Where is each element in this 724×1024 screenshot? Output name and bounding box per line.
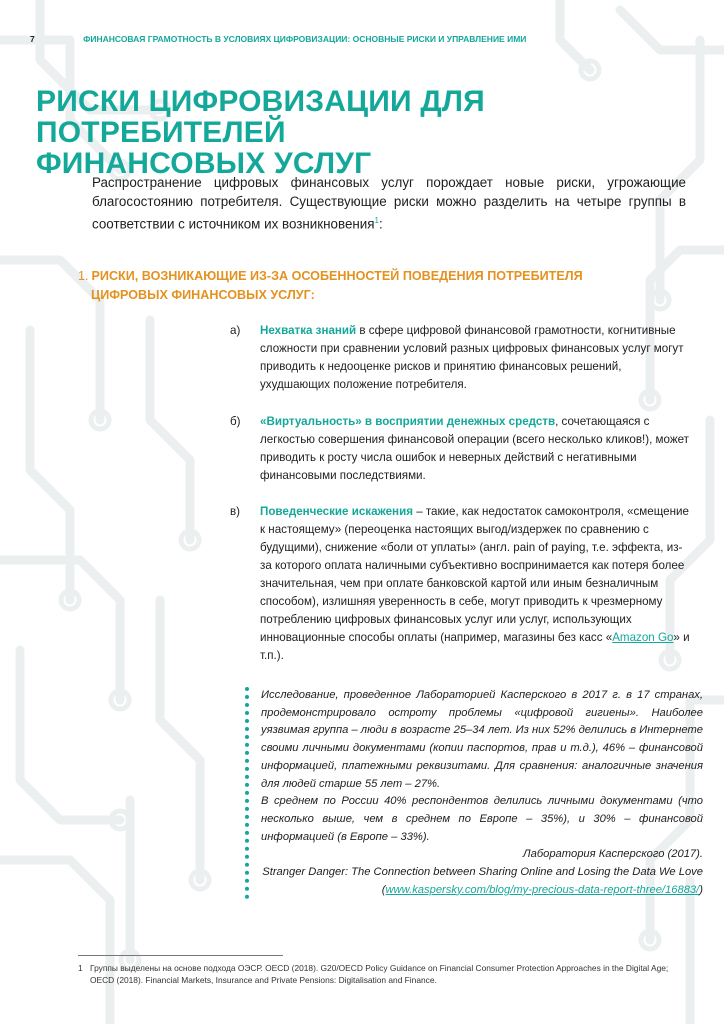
- page-title: [36, 86, 724, 179]
- page-number: 7: [30, 34, 35, 44]
- paren-open: (: [381, 883, 386, 896]
- section-number: 1.: [78, 269, 89, 283]
- list-item-label: б): [230, 415, 241, 428]
- page-title-line1: РИСКИ ЦИФРОВИЗАЦИИ ДЛЯ ПОТРЕБИТЕЛЕЙ: [36, 85, 485, 149]
- list-item-c: [230, 503, 690, 665]
- quote-source-line1: Лаборатория Касперского (2017).: [522, 848, 703, 861]
- paren-close: ): [699, 883, 703, 896]
- section-heading-line2: ЦИФРОВЫХ ФИНАНСОВЫХ УСЛУГ:: [91, 288, 315, 302]
- section-heading-line1: РИСКИ, ВОЗНИКАЮЩИЕ ИЗ-ЗА ОСОБЕННОСТЕЙ ПОВЕДЕНИЯ ПОТРЕБИТЕЛЯ: [91, 269, 583, 283]
- running-title: ФИНАНСОВАЯ ГРАМОТНОСТЬ В УСЛОВИЯХ ЦИФРОВИЗАЦИИ: ОСНОВНЫЕ РИСКИ И УПРАВЛЕНИЕ ИМИ: [83, 34, 527, 44]
- intro-end: :: [378, 216, 383, 232]
- kaspersky-quote-block: [245, 687, 703, 899]
- running-header: [30, 34, 526, 44]
- intro-paragraph: [92, 173, 686, 233]
- list-item-text: в сфере цифровой финансовой грамотности, когнитивные сложности при сравнении условий разных цифровых финансовых услуг могут приводить к недооценке рисков и принятию финансовых решений, ухудшающих положение потребителя.: [260, 324, 684, 391]
- footnote-divider: [78, 955, 283, 956]
- list-item-key-term: Поведенческие искажения: [260, 505, 413, 518]
- section-heading-1: [78, 267, 638, 305]
- page-title-line2: ФИНАНСОВЫХ УСЛУГ: [36, 147, 372, 180]
- list-item-b: [230, 413, 690, 485]
- quote-paragraph-1: Исследование, проведенное Лабораторией Касперского в 2017 г. в 17 странах, продемонстрировало остроту проблемы «цифровой гигиены». Наиболее уязвимая группа – люди в возрасте 25–34 лет. Из них 52% делились в Интернете своими личными документами (копии паспортов, прав и т.д.), 46% – финансовой информацией, платежными реквизитами. Для сравнения: аналогичные значения для людей старше 55 лет – 27%.: [261, 689, 703, 790]
- list-item-label: в): [230, 505, 241, 518]
- intro-text: Распространение цифровых финансовых услуг порождает новые риски, угрожающие благосостоянию потребителя. Существующие риски можно разделить на четыре группы в соответствии с источником их возникновения: [92, 175, 686, 232]
- quote-source-url-line: [261, 882, 703, 900]
- list-item-label: а): [230, 324, 241, 337]
- footnote-ref-1[interactable]: 1: [374, 216, 379, 225]
- footnote-1: [78, 962, 688, 986]
- list-item-key-term: Нехватка знаний: [260, 324, 357, 337]
- list-item-end: » и т.п.).: [260, 631, 690, 662]
- kaspersky-report-link[interactable]: www.kaspersky.com/blog/my-precious-data-report-three/16883/: [385, 883, 700, 896]
- footnote-text: Группы выделены на основе подхода ОЭСР. OECD (2018). G20/OECD Policy Guidance on Financial Consumer Protection Approaches in the Digital Age; OECD (2018). Financial Markets, Insurance and Private Pensions: Digitalisation and Finance.: [90, 963, 669, 985]
- amazon-go-link[interactable]: Amazon Go: [612, 631, 674, 644]
- list-item-a: [230, 322, 690, 394]
- quote-source-line2: Stranger Danger: The Connection between Sharing Online and Losing the Data We Love: [262, 866, 703, 879]
- list-item-text: – такие, как недостаток самоконтроля, «смещение к настоящему» (переоценка настоящих выгод/издержек по сравнению с будущими), снижение «боли от уплаты» (англ. pain of paying, т.е. эффекта, из-за которого оплата наличными субъективно воспринимается как потеря более значительная, чем при оплате банковской картой или иным безналичным способом), излишняя уверенность в себе, могут приводить к чрезмерному потреблению цифровых финансовых услуг или услуг, использующих инновационные способы оплаты (например, магазины без касс «: [260, 505, 689, 644]
- list-item-key-term: «Виртуальность» в восприятии денежных средств: [260, 415, 556, 428]
- footnote-number: 1: [78, 963, 83, 973]
- list-item-text: , сочетающаяся с легкостью совершения финансовой операции (всего несколько кликов!), может приводить к росту числа ошибок и неверных действий с негативными финансовыми последствиями.: [260, 415, 689, 482]
- quote-paragraph-2: В среднем по России 40% респондентов делились личными документами (что несколько выше, чем в среднем по Европе – 35%), и 30% – финансовой информацией (в Европе – 33%).: [261, 795, 703, 843]
